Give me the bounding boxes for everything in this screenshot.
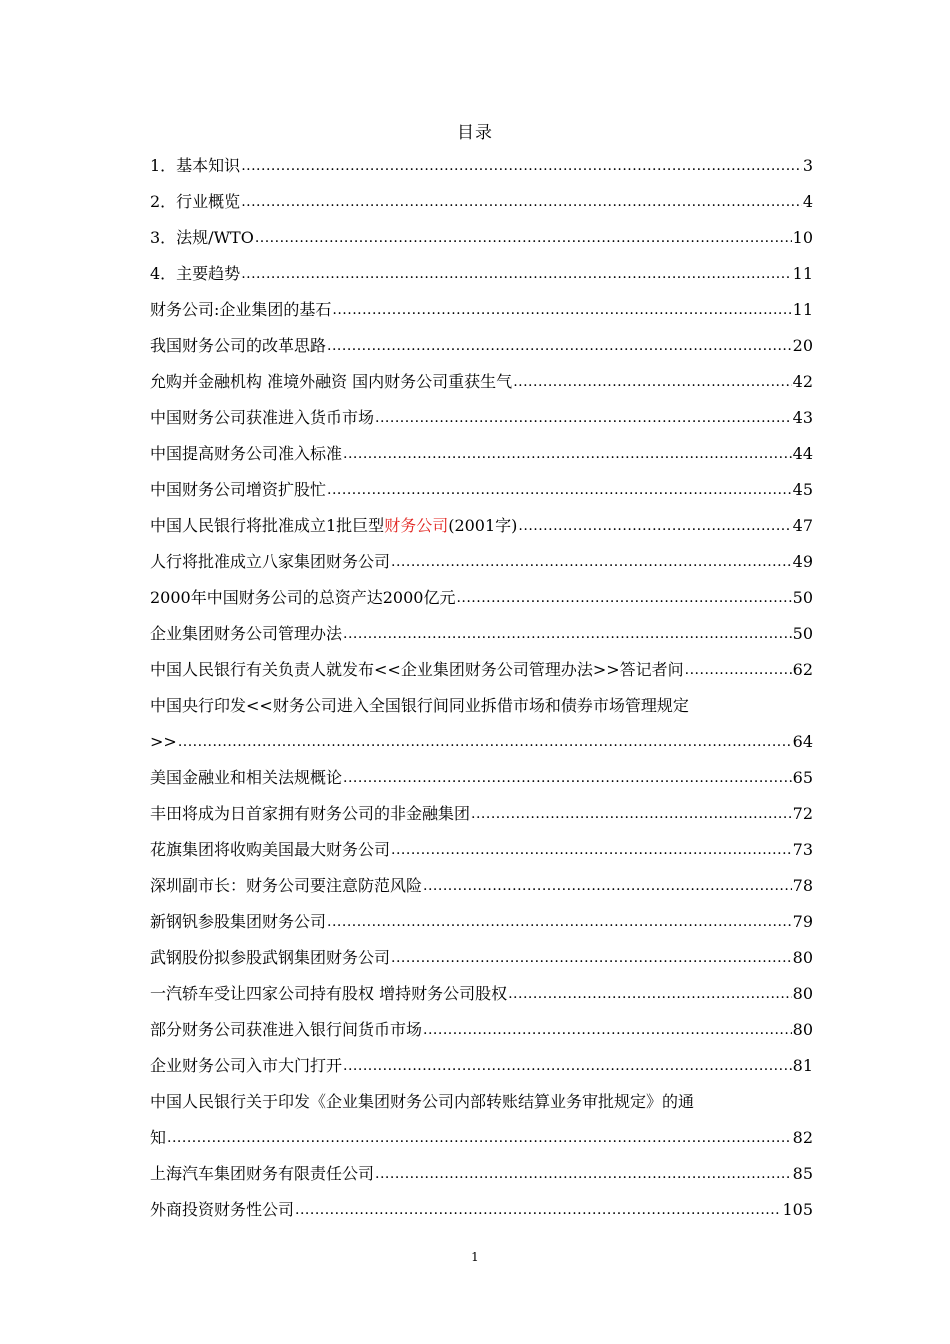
toc-entry[interactable] bbox=[150, 938, 813, 974]
toc-entry-page: 42 bbox=[792, 372, 813, 391]
toc-entry[interactable] bbox=[150, 614, 813, 650]
toc-entry-title: 中国人民银行关于印发《企业集团财务公司内部转账结算业务审批规定》的通 bbox=[150, 1092, 695, 1111]
toc-entry-title: 3．法规/WTO bbox=[150, 228, 254, 247]
toc-entry[interactable] bbox=[150, 434, 813, 470]
toc-entry-title: 中国财务公司获准进入货币市场 bbox=[150, 408, 375, 427]
toc-entry-page: 11 bbox=[792, 300, 813, 319]
toc-entry-page: 79 bbox=[792, 912, 813, 931]
dot-leader bbox=[255, 228, 792, 248]
toc-entry[interactable] bbox=[150, 758, 813, 794]
toc-entry-page: 49 bbox=[792, 552, 813, 571]
toc-entry-title: 武钢股份拟参股武钢集团财务公司 bbox=[150, 948, 391, 967]
toc-entry-title: 企业集团财务公司管理办法 bbox=[150, 624, 343, 643]
dot-leader bbox=[343, 768, 792, 788]
toc-entry-title: 人行将批准成立八家集团财务公司 bbox=[150, 552, 391, 571]
toc-entry-title: 中国央行印发<<财务公司进入全国银行间同业拆借市场和债券市场管理规定 bbox=[150, 696, 689, 715]
dot-leader bbox=[178, 732, 792, 752]
dot-leader bbox=[423, 1020, 792, 1040]
toc-entry-page: 64 bbox=[792, 732, 813, 751]
toc-entry[interactable] bbox=[150, 506, 813, 542]
toc-entry-title: 我国财务公司的改革思路 bbox=[150, 336, 327, 355]
toc-entry-title bbox=[150, 516, 517, 536]
toc-entry-page: 44 bbox=[792, 444, 813, 463]
toc-entry-title: 美国金融业和相关法规概论 bbox=[150, 768, 343, 787]
dot-leader bbox=[332, 300, 791, 320]
toc-entry[interactable] bbox=[150, 218, 813, 254]
toc-entry-title: 花旗集团将收购美国最大财务公司 bbox=[150, 840, 391, 859]
toc-entry-page: 80 bbox=[792, 984, 813, 1003]
dot-leader bbox=[241, 264, 791, 284]
page-number: 1 bbox=[471, 1250, 479, 1264]
dot-leader bbox=[391, 948, 792, 968]
toc-entry[interactable] bbox=[150, 182, 813, 218]
dot-leader bbox=[327, 912, 792, 932]
dot-leader bbox=[327, 336, 792, 356]
toc-entry-title-part: 中国人民银行将批准成立1批巨型 bbox=[150, 516, 385, 535]
toc-entry[interactable] bbox=[150, 1190, 813, 1226]
toc-entry[interactable] bbox=[150, 1010, 813, 1046]
toc-entry-page: 105 bbox=[782, 1200, 813, 1219]
toc-entry-continuation[interactable] bbox=[150, 1118, 813, 1154]
toc-entry[interactable] bbox=[150, 290, 813, 326]
toc-entry-page: 80 bbox=[792, 948, 813, 967]
toc-entry-title: 2．行业概览 bbox=[150, 192, 241, 211]
toc-entry[interactable] bbox=[150, 146, 813, 182]
toc-entry-page: 50 bbox=[792, 588, 813, 607]
dot-leader bbox=[375, 408, 792, 428]
toc-entry-page: 82 bbox=[792, 1128, 813, 1147]
toc-entry[interactable] bbox=[150, 1154, 813, 1190]
toc-entry[interactable] bbox=[150, 974, 813, 1010]
dot-leader bbox=[471, 804, 792, 824]
toc-entry[interactable] bbox=[150, 1046, 813, 1082]
toc-entry-page: 20 bbox=[792, 336, 813, 355]
toc-entry-continuation[interactable] bbox=[150, 722, 813, 758]
toc-entry-title: 1．基本知识 bbox=[150, 156, 241, 175]
dot-leader bbox=[456, 588, 791, 608]
toc-entry-title: 深圳副市长：财务公司要注意防范风险 bbox=[150, 876, 423, 895]
toc-entry-page: 80 bbox=[792, 1020, 813, 1039]
toc-entry-title: 丰田将成为日首家拥有财务公司的非金融集团 bbox=[150, 804, 471, 823]
toc-entry-title: 中国提高财务公司准入标准 bbox=[150, 444, 343, 463]
toc-entry-page: 47 bbox=[792, 516, 813, 535]
dot-leader bbox=[241, 192, 802, 212]
toc-entry-title: 企业财务公司入市大门打开 bbox=[150, 1056, 343, 1075]
dot-leader bbox=[685, 660, 792, 680]
toc-entry[interactable] bbox=[150, 326, 813, 362]
toc-entry[interactable] bbox=[150, 542, 813, 578]
toc-entry-page: 4 bbox=[802, 192, 813, 211]
toc-entry-title: 新钢钒参股集团财务公司 bbox=[150, 912, 327, 931]
toc-entry[interactable] bbox=[150, 398, 813, 434]
toc-heading: 目录 bbox=[457, 123, 493, 143]
toc-entry-title: 上海汽车集团财务有限责任公司 bbox=[150, 1164, 375, 1183]
dot-leader bbox=[508, 984, 792, 1004]
dot-leader bbox=[241, 156, 802, 176]
toc-entry-title: 中国人民银行有关负责人就发布<<企业集团财务公司管理办法>>答记者问 bbox=[150, 660, 684, 679]
dot-leader bbox=[167, 1128, 792, 1148]
dot-leader bbox=[375, 1164, 792, 1184]
toc-entry-title: 允购并金融机构 准境外融资 国内财务公司重获生气 bbox=[150, 372, 513, 391]
toc-entry[interactable] bbox=[150, 866, 813, 902]
table-of-contents bbox=[150, 146, 813, 1226]
dot-leader bbox=[295, 1200, 781, 1220]
toc-entry-page: 50 bbox=[792, 624, 813, 643]
toc-entry-title-part: (2001字) bbox=[448, 516, 518, 535]
toc-entry-title: 中国财务公司增资扩股忙 bbox=[150, 480, 327, 499]
toc-entry[interactable] bbox=[150, 362, 813, 398]
toc-entry[interactable] bbox=[150, 902, 813, 938]
dot-leader bbox=[327, 480, 792, 500]
toc-entry-wrapped[interactable] bbox=[150, 1082, 813, 1118]
toc-entry-page: 73 bbox=[792, 840, 813, 859]
toc-entry[interactable] bbox=[150, 470, 813, 506]
toc-entry-title: 财务公司:企业集团的基石 bbox=[150, 300, 332, 319]
dot-leader bbox=[391, 552, 792, 572]
toc-entry[interactable] bbox=[150, 650, 813, 686]
dot-leader bbox=[391, 840, 792, 860]
dot-leader bbox=[518, 516, 791, 536]
dot-leader bbox=[423, 876, 792, 896]
toc-entry-page: 11 bbox=[792, 264, 813, 283]
toc-entry-page: 65 bbox=[792, 768, 813, 787]
dot-leader bbox=[343, 444, 792, 464]
toc-entry-page: 72 bbox=[792, 804, 813, 823]
toc-entry[interactable] bbox=[150, 254, 813, 290]
toc-entry-page: 81 bbox=[792, 1056, 813, 1075]
toc-entry-title-continuation: >> bbox=[150, 732, 177, 751]
toc-entry-page: 3 bbox=[802, 156, 813, 175]
toc-entry-wrapped[interactable] bbox=[150, 686, 813, 722]
toc-entry-title-highlight: 财务公司 bbox=[384, 516, 449, 535]
toc-entry-page: 43 bbox=[792, 408, 813, 427]
toc-entry-page: 62 bbox=[792, 660, 813, 679]
toc-entry[interactable] bbox=[150, 578, 813, 614]
toc-entry-page: 45 bbox=[792, 480, 813, 499]
toc-entry-title-continuation: 知 bbox=[150, 1128, 167, 1147]
toc-entry-title: 一汽轿车受让四家公司持有股权 增持财务公司股权 bbox=[150, 984, 508, 1003]
toc-entry[interactable] bbox=[150, 794, 813, 830]
dot-leader bbox=[513, 372, 791, 392]
toc-entry-title: 4．主要趋势 bbox=[150, 264, 241, 283]
toc-entry-page: 85 bbox=[792, 1164, 813, 1183]
toc-entry[interactable] bbox=[150, 830, 813, 866]
toc-entry-title: 部分财务公司获准进入银行间货币市场 bbox=[150, 1020, 423, 1039]
toc-entry-title: 外商投资财务性公司 bbox=[150, 1200, 295, 1219]
toc-entry-page: 78 bbox=[792, 876, 813, 895]
toc-entry-title: 2000年中国财务公司的总资产达2000亿元 bbox=[150, 588, 456, 607]
dot-leader bbox=[343, 1056, 792, 1076]
dot-leader bbox=[343, 624, 792, 644]
toc-entry-page: 10 bbox=[792, 228, 813, 247]
